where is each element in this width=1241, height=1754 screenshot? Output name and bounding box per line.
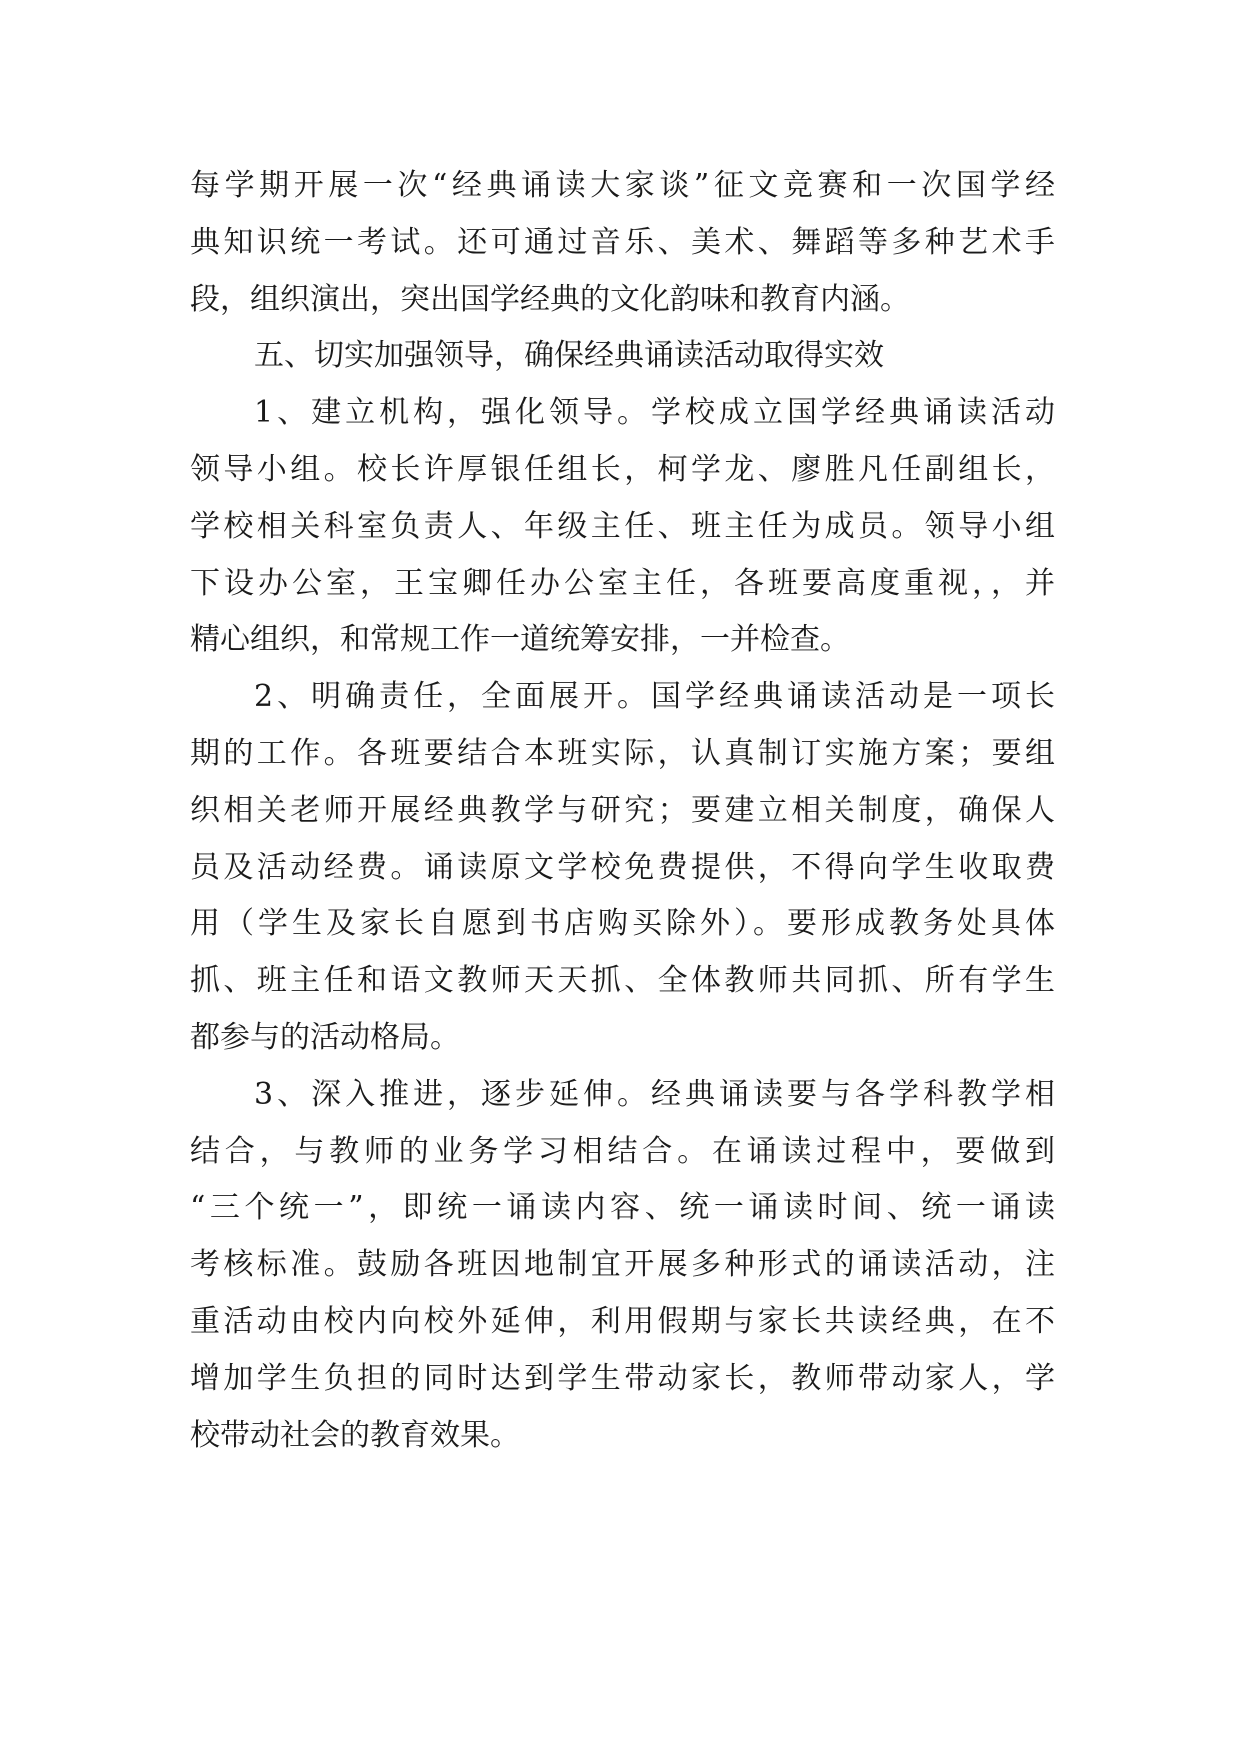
- text-line: 期的工作。各班要结合本班实际，认真制订实施方案；要组: [190, 735, 1055, 771]
- paragraph-first-line: 2、明确责任，全面展开。国学经典诵读活动是一项长: [254, 679, 1055, 715]
- text-line: 织相关老师开展经典教学与研究；要建立相关制度，确保人: [190, 792, 1055, 828]
- text-line: 用（学生及家长自愿到书店购买除外）。要形成教务处具体: [190, 906, 1055, 942]
- text-line: 段，组织演出，突出国学经典的文化韵味和教育内涵。: [190, 281, 910, 317]
- text-line: 结合，与教师的业务学习相结合。在诵读过程中，要做到: [190, 1133, 1055, 1169]
- text-line: 员及活动经费。诵读原文学校免费提供，不得向学生收取费: [190, 849, 1055, 885]
- text-line: 考核标准。鼓励各班因地制宜开展多种形式的诵读活动，注: [190, 1247, 1055, 1283]
- text-line: “三个统一”，即统一诵读内容、统一诵读时间、统一诵读: [190, 1190, 1055, 1226]
- text-line: 典知识统一考试。还可通过音乐、美术、舞蹈等多种艺术手: [190, 224, 1055, 260]
- text-line: 每学期开展一次“经典诵读大家谈”征文竞赛和一次国学经: [190, 168, 1055, 203]
- document-body: [190, 158, 1055, 1464]
- text-line: 抓、班主任和语文教师天天抓、全体教师共同抓、所有学生: [190, 963, 1055, 999]
- paragraph-first-line: 1、建立机构，强化领导。学校成立国学经典诵读活动: [254, 395, 1055, 431]
- paragraph-first-line: 3、深入推进，逐步延伸。经典诵读要与各学科教学相: [254, 1076, 1055, 1112]
- text-line: 重活动由校内向校外延伸，利用假期与家长共读经典，在不: [190, 1303, 1055, 1339]
- text-line: 领导小组。校长许厚银任组长，柯学龙、廖胜凡任副组长，: [190, 451, 1055, 487]
- text-line: 增加学生负担的同时达到学生带动家长，教师带动家人，学: [190, 1360, 1055, 1396]
- section-heading: 五、切实加强领导，确保经典诵读活动取得实效: [254, 338, 884, 374]
- text-line: 校带动社会的教育效果。: [190, 1417, 520, 1453]
- text-line: 学校相关科室负责人、年级主任、班主任为成员。领导小组: [190, 508, 1055, 544]
- text-line: 都参与的活动格局。: [190, 1019, 460, 1055]
- text-line: 精心组织，和常规工作一道统筹安排，一并检查。: [190, 622, 850, 658]
- text-line: 下设办公室，王宝卿任办公室主任，各班要高度重视，，并: [190, 565, 1055, 601]
